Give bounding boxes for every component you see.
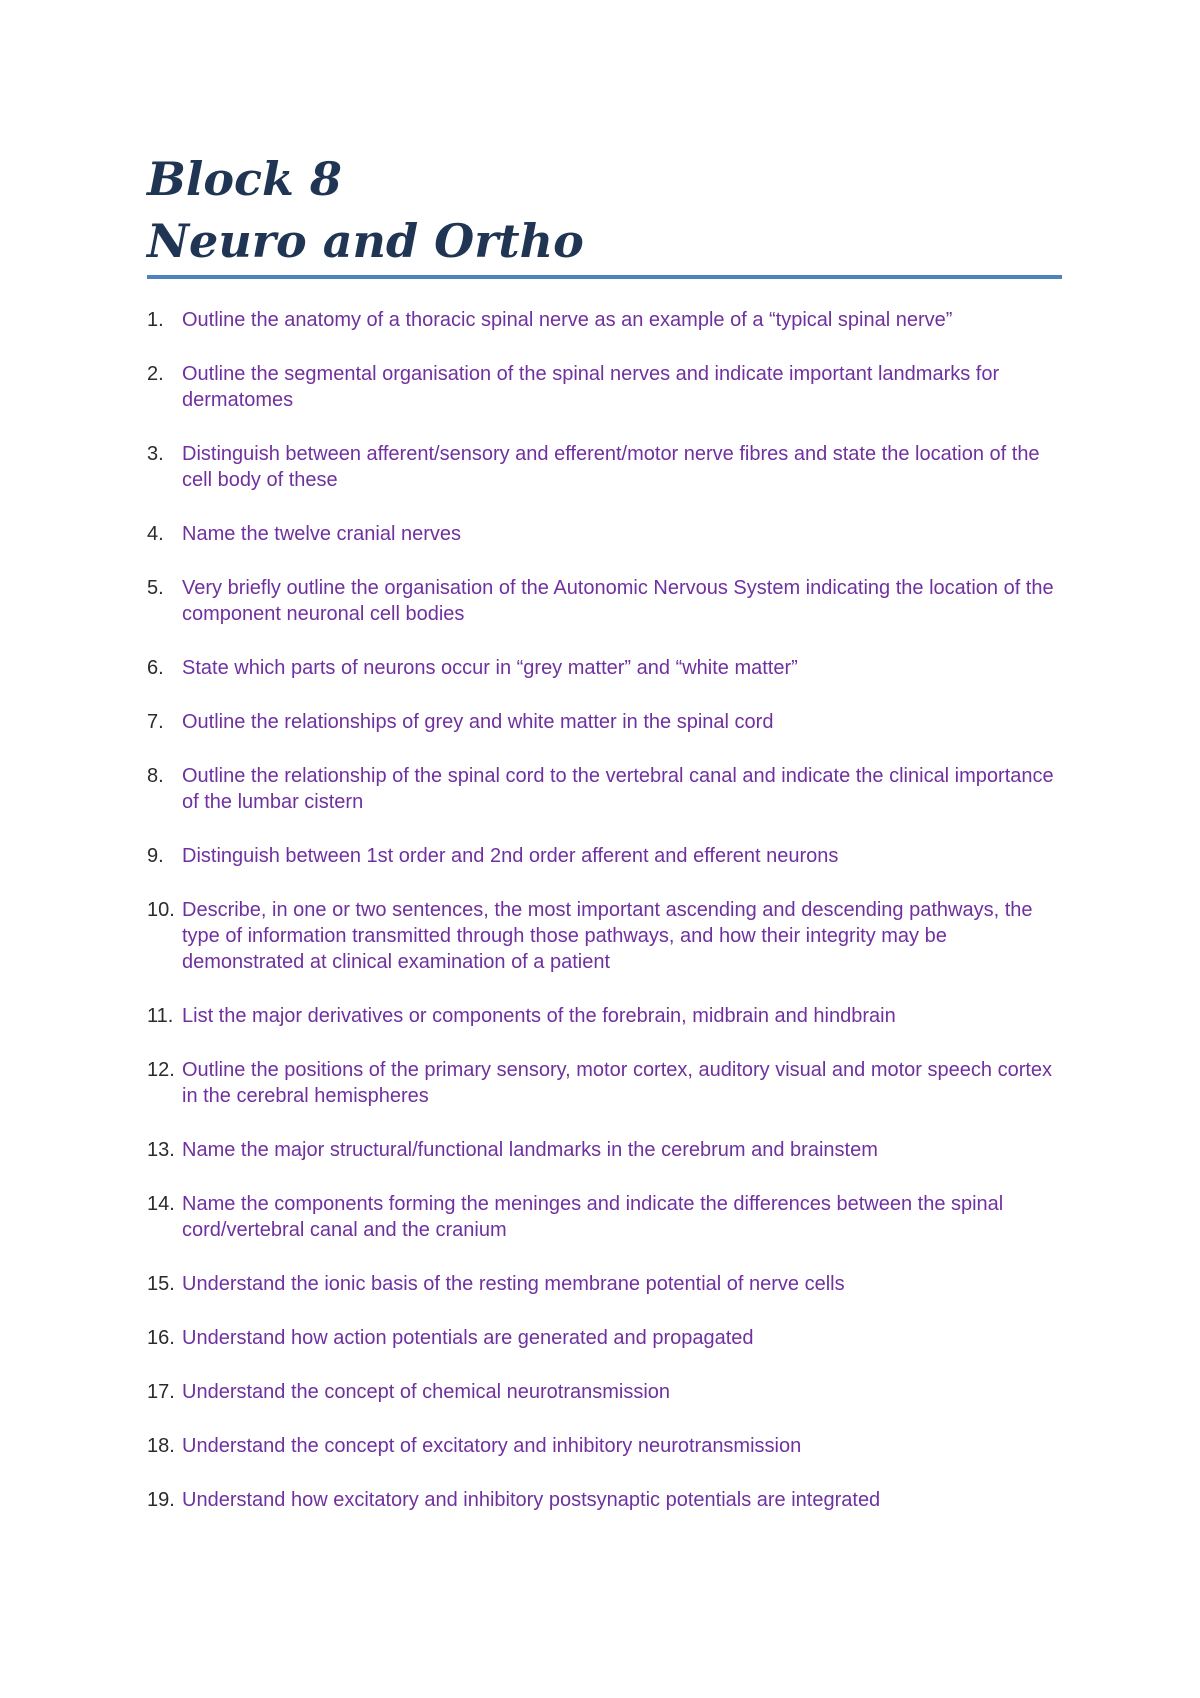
objective-text: Outline the relationships of grey and white matter in the spinal cord	[182, 711, 774, 733]
objective-number: 6.	[147, 657, 164, 679]
list-item	[147, 1325, 1062, 1351]
objective-number: 2.	[147, 363, 164, 385]
learning-objectives-list	[147, 307, 1062, 1541]
list-item	[147, 361, 1062, 413]
objective-text: Describe, in one or two sentences, the most important ascending and descending pathways, the type of information transmitted through those pathways, and how their integrity may be demonstrated at clinical examination of a patient	[182, 899, 1033, 973]
list-item	[147, 1433, 1062, 1459]
objective-number: 14.	[147, 1193, 175, 1215]
list-item	[147, 763, 1062, 815]
objective-text: Name the components forming the meninges and indicate the differences between the spinal cord/vertebral canal and the cranium	[182, 1193, 1004, 1241]
objective-number: 13.	[147, 1139, 175, 1161]
list-item	[147, 1271, 1062, 1297]
list-item	[147, 307, 1062, 333]
page-title: Block 8	[147, 152, 342, 206]
objective-number: 12.	[147, 1059, 175, 1081]
objective-number: 3.	[147, 443, 164, 465]
list-item	[147, 1487, 1062, 1513]
objective-number: 8.	[147, 765, 164, 787]
list-item	[147, 575, 1062, 627]
objective-number: 7.	[147, 711, 164, 733]
objective-text: Very briefly outline the organisation of the Autonomic Nervous System indicating the location of the component neuronal cell bodies	[182, 577, 1054, 625]
objective-number: 10.	[147, 899, 175, 921]
title-block	[147, 148, 1062, 272]
objective-text: Understand how excitatory and inhibitory postsynaptic potentials are integrated	[182, 1489, 881, 1511]
objective-number: 9.	[147, 845, 164, 867]
objective-text: State which parts of neurons occur in “grey matter” and “white matter”	[182, 657, 798, 679]
list-item	[147, 1379, 1062, 1405]
list-item	[147, 843, 1062, 869]
objective-text: Understand how action potentials are generated and propagated	[182, 1327, 754, 1349]
objective-number: 19.	[147, 1489, 175, 1511]
objective-number: 1.	[147, 309, 164, 331]
objective-number: 11.	[147, 1005, 174, 1027]
objective-text: Understand the concept of chemical neurotransmission	[182, 1381, 671, 1403]
objective-number: 5.	[147, 577, 164, 599]
objective-text: Name the major structural/functional landmarks in the cerebrum and brainstem	[182, 1139, 878, 1161]
objective-text: Outline the positions of the primary sensory, motor cortex, auditory visual and motor speech cortex in the cerebral hemispheres	[182, 1059, 1053, 1107]
list-item	[147, 441, 1062, 493]
list-item	[147, 1191, 1062, 1243]
list-item	[147, 1137, 1062, 1163]
objective-text: Distinguish between afferent/sensory and efferent/motor nerve fibres and state the location of the cell body of these	[182, 443, 1040, 491]
objective-text: Name the twelve cranial nerves	[182, 523, 462, 545]
page-subtitle: Neuro and Ortho	[147, 214, 584, 268]
list-item	[147, 521, 1062, 547]
objective-number: 18.	[147, 1435, 175, 1457]
objective-text: Understand the concept of excitatory and inhibitory neurotransmission	[182, 1435, 802, 1457]
list-item	[147, 897, 1062, 975]
objective-text: Distinguish between 1st order and 2nd order afferent and efferent neurons	[182, 845, 839, 867]
list-item	[147, 1003, 1062, 1029]
objective-text: List the major derivatives or components of the forebrain, midbrain and hindbrain	[182, 1005, 896, 1027]
list-item	[147, 1057, 1062, 1109]
list-item	[147, 709, 1062, 735]
objective-text: Outline the segmental organisation of the spinal nerves and indicate important landmarks for dermatomes	[182, 363, 1000, 411]
objective-text: Outline the anatomy of a thoracic spinal nerve as an example of a “typical spinal nerve”	[182, 309, 953, 331]
objective-number: 15.	[147, 1273, 175, 1295]
objective-number: 4.	[147, 523, 164, 545]
list-item	[147, 655, 1062, 681]
objective-text: Outline the relationship of the spinal cord to the vertebral canal and indicate the clinical importance of the lumbar cistern	[182, 765, 1054, 813]
objective-number: 17.	[147, 1381, 175, 1403]
objective-text: Understand the ionic basis of the resting membrane potential of nerve cells	[182, 1273, 845, 1295]
title-divider	[147, 275, 1062, 279]
objective-number: 16.	[147, 1327, 175, 1349]
